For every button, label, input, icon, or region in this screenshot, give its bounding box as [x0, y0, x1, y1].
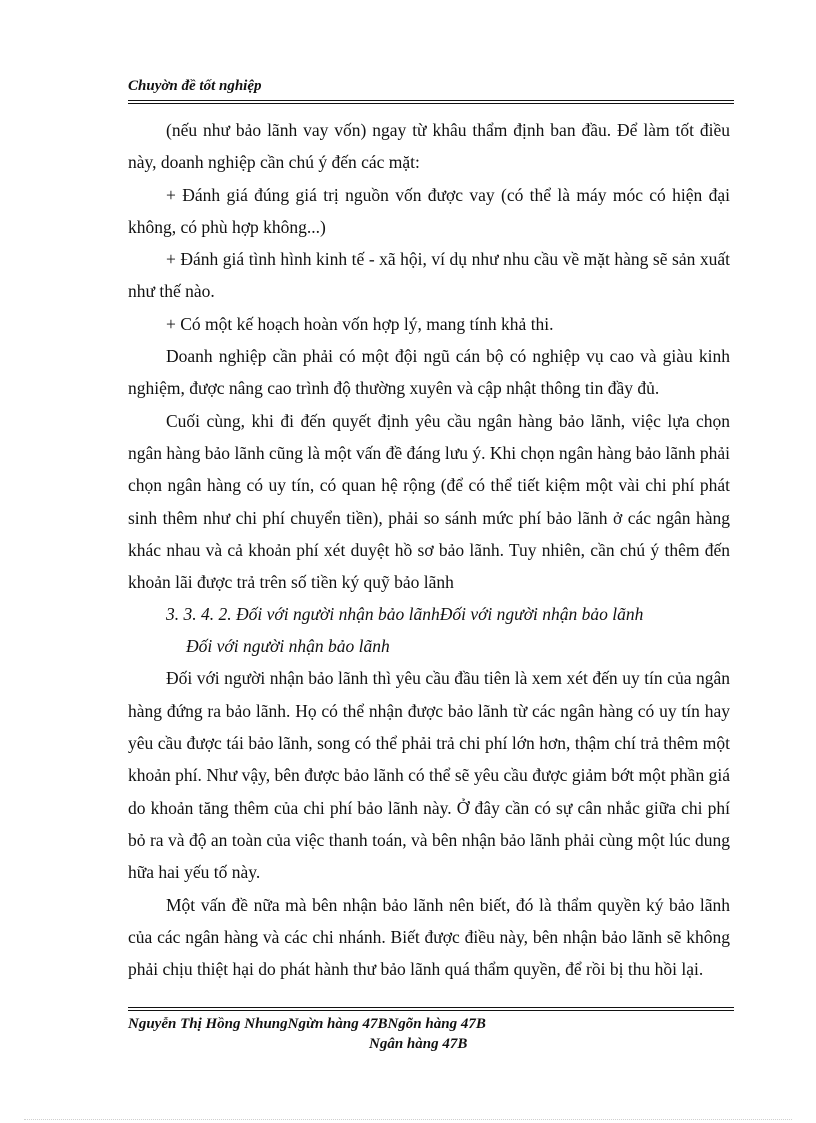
paragraph: Một vấn đề nữa mà bên nhận bảo lãnh nên biết, đó là thẩm quyền ký bảo lãnh của các ngân hàng và các chi nhánh. Biết được điều này, bên nhận bảo lãnh sẽ không phải chịu thiệt hại do phát hành thư bảo lãnh quá thẩm quyền, để rồi bị thu hồi lại.: [128, 894, 730, 980]
page-header-title: Chuyờn đề tốt nghiệp: [128, 78, 262, 94]
bullet-paragraph: + Có một kế hoạch hoàn vốn hợp lý, mang tính khả thi.: [166, 313, 554, 334]
section-heading: [128, 598, 730, 662]
paragraph: (nếu như bảo lãnh vay vốn) ngay từ khâu thẩm định ban đầu. Để làm tốt điều này, doanh nghiệp cần chú ý đến các mặt:: [128, 120, 730, 173]
header-rule-top: [128, 100, 734, 101]
paragraph: Đối với người nhận bảo lãnh thì yêu cầu đầu tiên là xem xét đến uy tín của ngân hàng đứng ra bảo lãnh. Họ có thể nhận được bảo lãnh từ các ngân hàng có uy tín hay yêu cầu được tái bảo lãnh, song có thể phải trả chi phí lớn hơn, thậm chí trả thêm một khoản phí. Như vậy, bên được bảo lãnh có thể sẽ yêu cầu được giảm bớt một phần giá do khoản tăng thêm của chi phí bảo lãnh này. Ở đây cần có sự cân nhắc giữa chi phí bỏ ra và độ an toàn của việc thanh toán, và bên nhận bảo lãnh phải cùng một lúc dung hữa hai yếu tố này.: [128, 668, 730, 883]
page-edge-dotted-line: [24, 1119, 792, 1120]
bullet-paragraph: + Đánh giá tình hình kinh tế - xã hội, ví dụ như nhu cầu về mặt hàng sẽ sản xuất như thế nào.: [128, 249, 730, 302]
footer-rule-top: [128, 1007, 734, 1008]
section-heading-line2: Đối với người nhận bảo lãnh: [186, 636, 390, 657]
section-heading-line1: 3. 3. 4. 2. Đối với người nhận bảo lãnhĐối với người nhận bảo lãnh: [166, 604, 644, 625]
paragraph: Doanh nghiệp cần phải có một đội ngũ cán bộ có nghiệp vụ cao và giàu kinh nghiệm, được nâng cao trình độ thường xuyên và cập nhật thông tin đầy đủ.: [128, 346, 730, 399]
bullet-paragraph: + Đánh giá đúng giá trị nguồn vốn được vay (có thể là máy móc có hiện đại không, có phù hợp không...): [128, 184, 730, 237]
page-body: [128, 114, 730, 985]
paragraph: Cuối cùng, khi đi đến quyết định yêu cầu ngân hàng bảo lãnh, việc lựa chọn ngân hàng bảo lãnh cũng là một vấn đề đáng lưu ý. Khi chọn ngân hàng bảo lãnh phải chọn ngân hàng có uy tín, có quan hệ rộng (để có thể tiết kiệm một vài chi phí phát sinh thêm như chi phí chuyển tiền), phải so sánh mức phí bảo lãnh ở các ngân hàng khác nhau và cả khoản phí xét duyệt hồ sơ bảo lãnh. Tuy nhiên, cần chú ý thêm đến khoản lãi được trả trên số tiền ký quỹ bảo lãnh: [128, 410, 730, 593]
footer-rule-bottom: [128, 1010, 734, 1011]
footer-class-line: Ngân hàng 47B: [369, 1036, 468, 1052]
page-footer: [128, 1014, 734, 1054]
footer-author-line: Nguyễn Thị Hồng NhungNgừn hàng 47BNgõn hàng 47B: [128, 1016, 486, 1032]
header-rule-bottom: [128, 103, 734, 104]
